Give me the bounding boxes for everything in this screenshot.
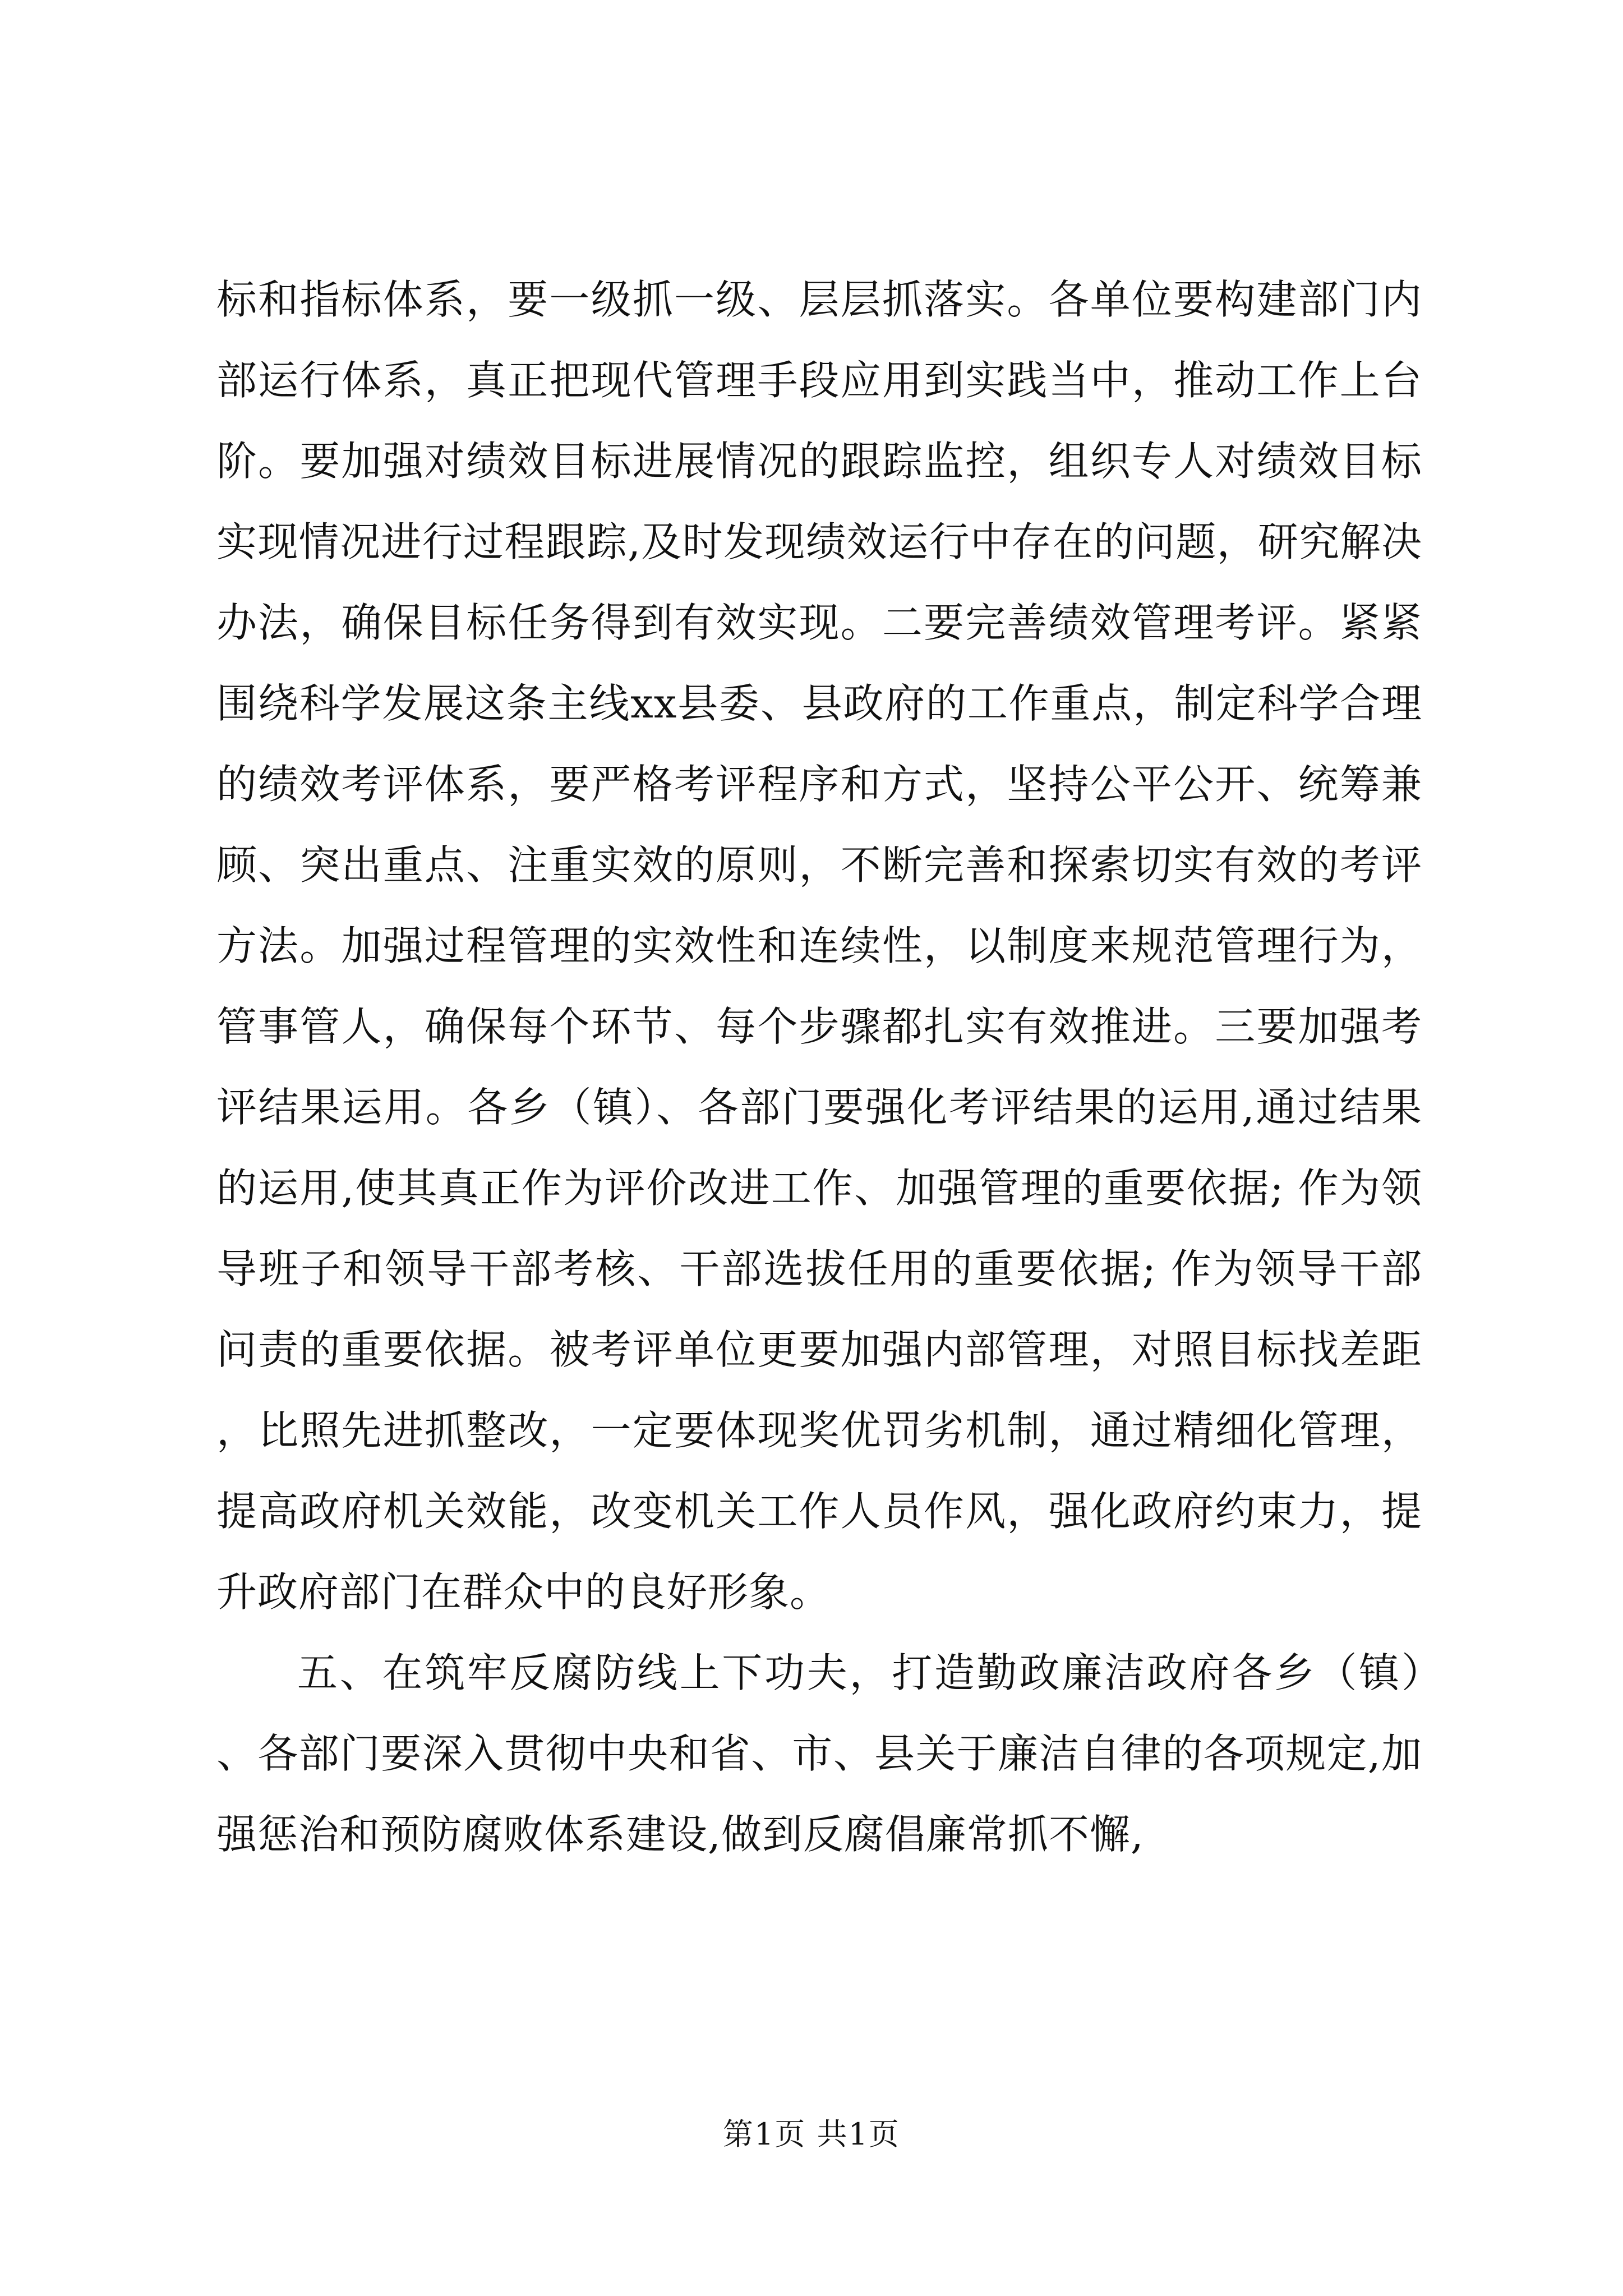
paragraph-section-five: 五、在筑牢反腐防线上下功夫，打造勤政廉洁政府各乡（镇）、各部门要深入贯彻中央和省、市、县关于廉洁自律的各项规定,加强惩治和预防腐败体系建设,做到反腐倡廉常抓不懈, bbox=[216, 1649, 1422, 1858]
page-footer: 第1页 共1页 bbox=[723, 2116, 900, 2152]
paragraph-continuation: 标和指标体系，要一级抓一级、层层抓落实。各单位要构建部门内部运行体系，真正把现代管理手段应用到实践当中，推动工作上台阶。要加强对绩效目标进展情况的跟踪监控，组织专人对绩效目标实现情况进行过程跟踪,及时发现绩效运行中存在的问题，研究解决办法，确保目标任务得到有效实现。二要完善绩效管理考评。紧紧围绕科学发展这条主线xx县委、县政府的工作重点，制定科学合理的绩效考评体系，要严格考评程序和方式，坚持公平公开、统筹兼顾、突出重点、注重实效的原则，不断完善和探索切实有效的考评方法。加强过程管理的实效性和连续性，以制度来规范管理行为，管事管人，确保每个环节、每个步骤都扎实有效推进。三要加强考评结果运用。各乡（镇）、各部门要强化考评结果的运用,通过结果的运用,使其真正作为评价改进工作、加强管理的重要依据; 作为领导班子和领导干部考核、干部选拔任用的重要依据; 作为领导干部问责的重要依据。被考评单位更要加强内部管理，对照目标找差距，比照先进抓整改，一定要体现奖优罚劣机制，通过精细化管理，提高政府机关效能，改变机关工作人员作风，强化政府约束力，提升政府部门在群众中的良好形象。 bbox=[216, 276, 1422, 1616]
document-body bbox=[216, 259, 1422, 1875]
